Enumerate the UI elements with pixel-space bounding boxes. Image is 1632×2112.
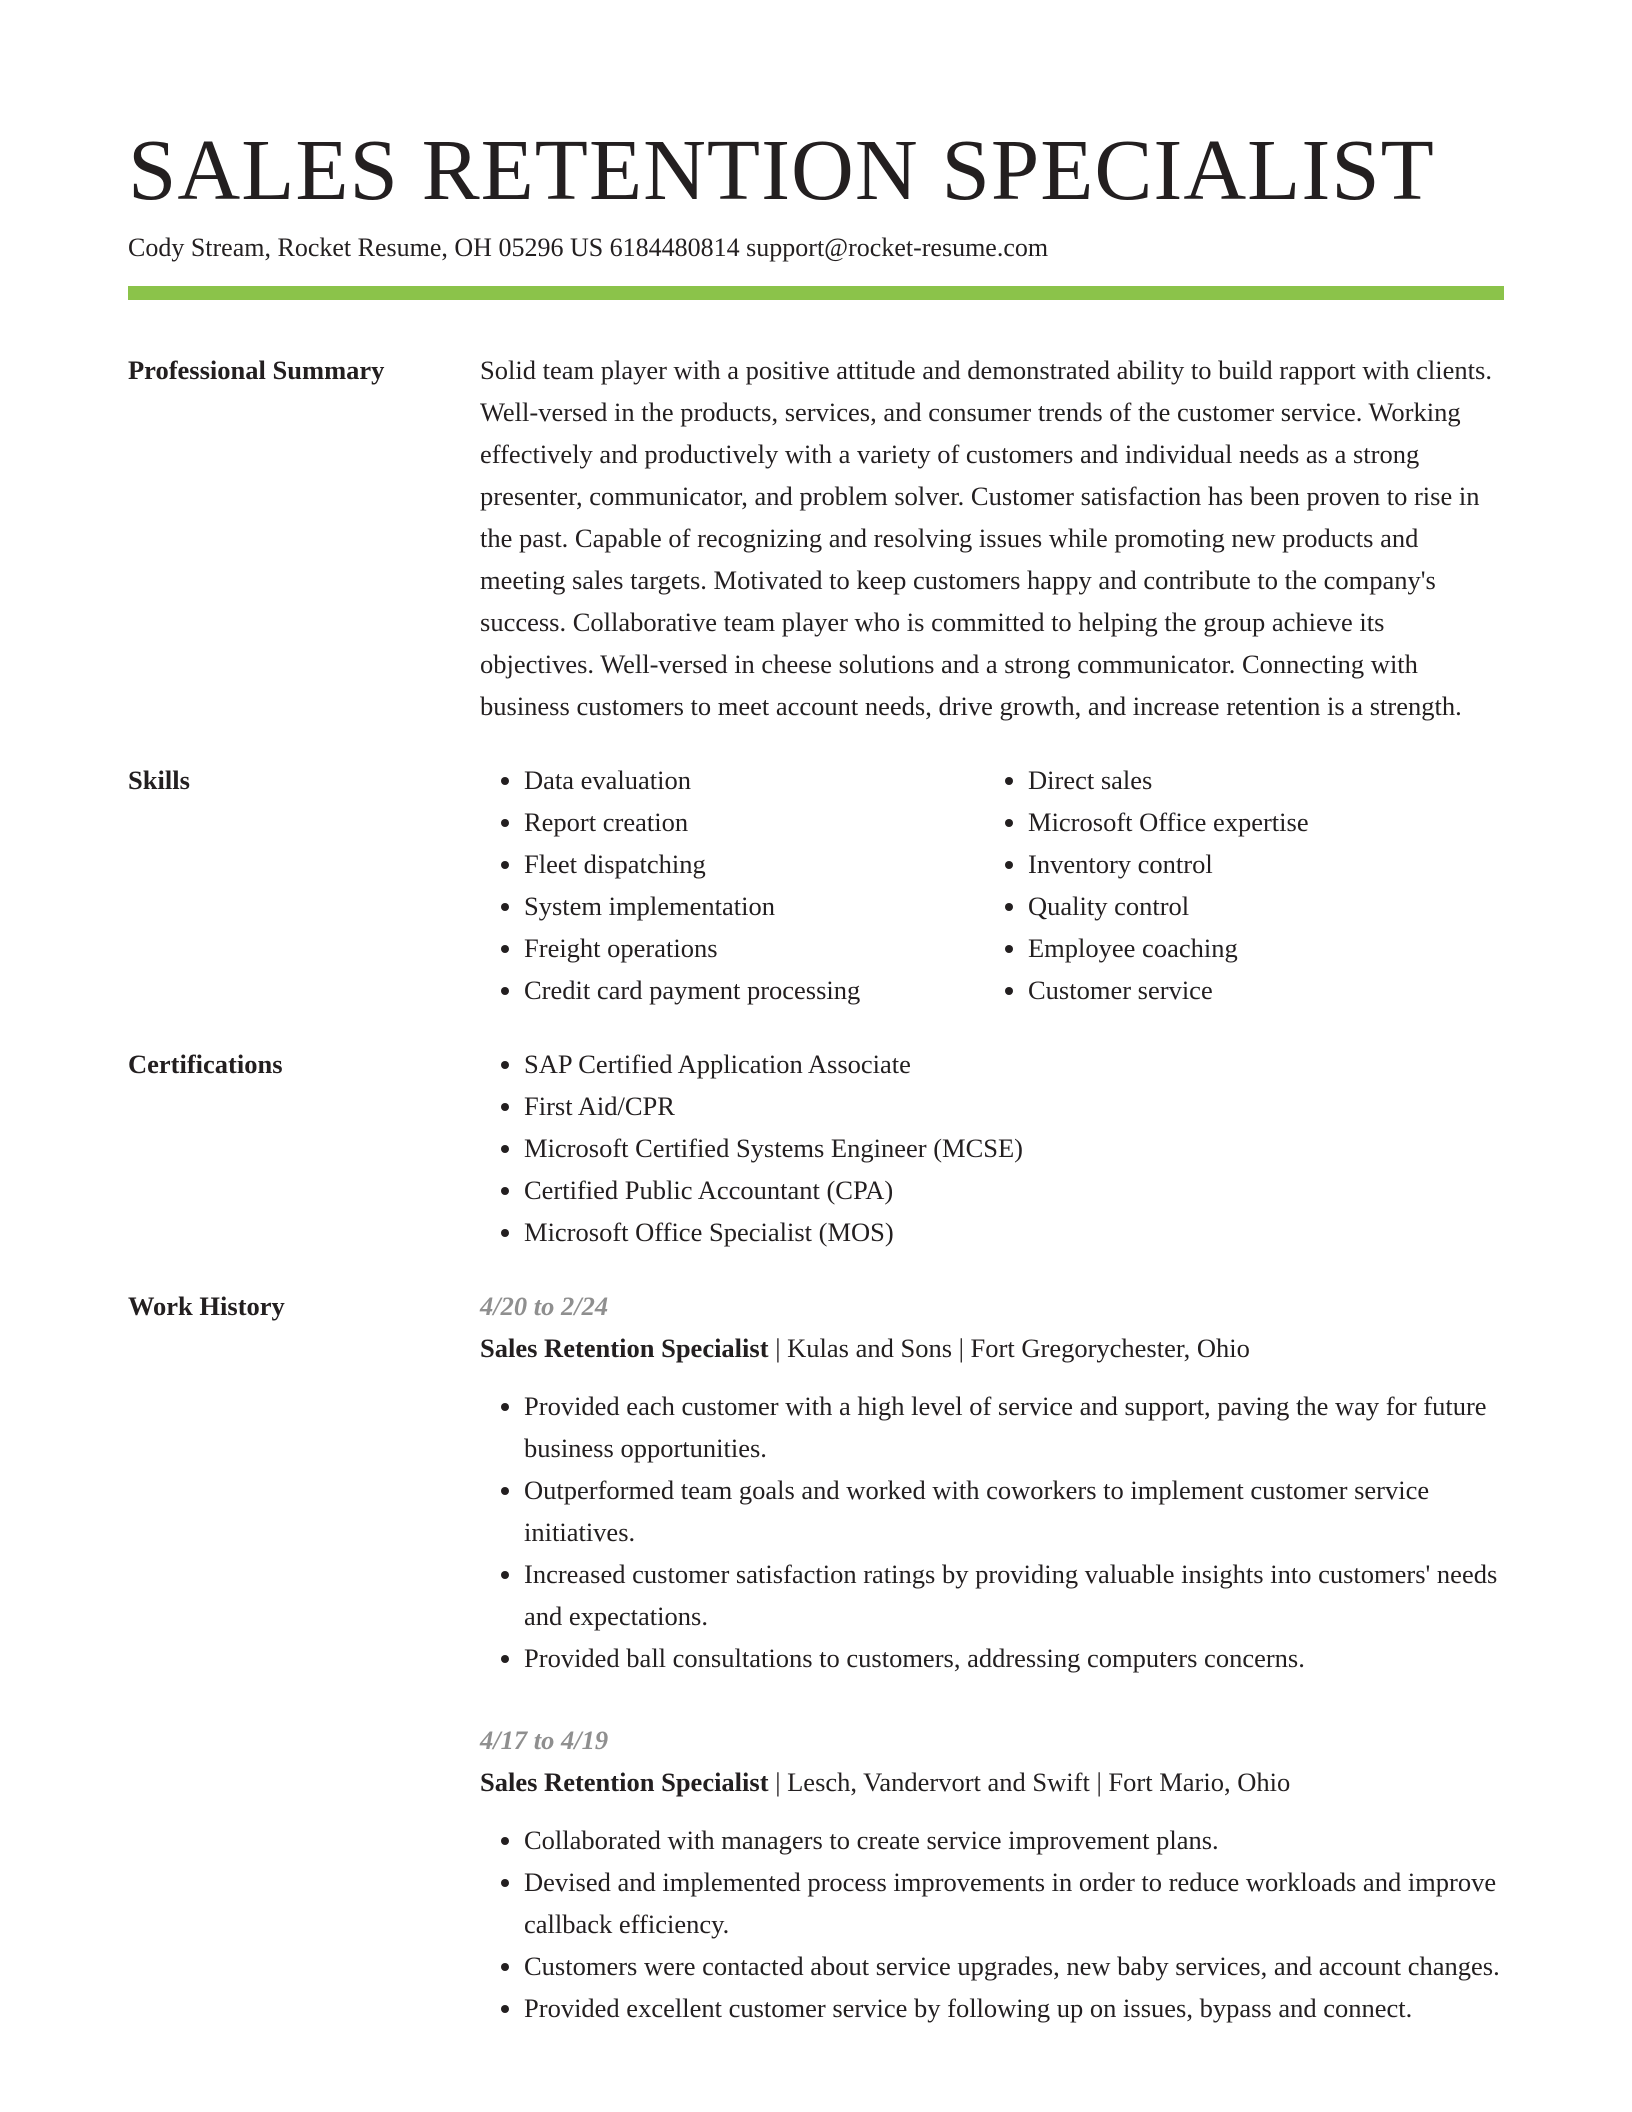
skills-section (128, 759, 1504, 1011)
contact-line: Cody Stream, Rocket Resume, OH 05296 US 6184480814 support@rocket-resume.com (128, 233, 1049, 262)
section-title: Skills (128, 765, 190, 795)
job-entry (480, 1285, 1504, 1679)
work-history-body (480, 1285, 1504, 2029)
summary-text: Solid team player with a positive attitude and demonstrated ability to build rapport with clients. Well-versed in the products, services, and consumer trends of the customer service. Working effectively and productively with a variety of customers and individual needs as a strong presenter, communicator, and problem solver. Customer satisfaction has been proven to rise in the past. Capable of recognizing and resolving issues while promoting new products and meeting sales targets. Motivated to keep customers happy and contribute to the company's success. Collaborative team player who is committed to helping the group achieve its objectives. Well-versed in cheese solutions and a strong communicator. Connecting with business customers to meet account needs, drive growth, and increase retention is a strength. (480, 355, 1492, 721)
skills-list-right (984, 759, 1488, 1011)
section-title: Professional Summary (128, 355, 385, 385)
certifications-section (128, 1043, 1504, 1253)
skill-item: • System implementation (524, 885, 984, 927)
job-bullet: • Provided excellent customer service by following up on issues, bypass and connect. (524, 1987, 1504, 2029)
certifications-list (480, 1043, 1504, 1253)
skill-item: • Fleet dispatching (524, 843, 984, 885)
job-bullet: • Customers were contacted about service upgrades, new baby services, and account changes. (524, 1945, 1504, 1987)
job-heading (480, 1327, 1504, 1369)
skill-item: • Microsoft Office expertise (1028, 801, 1488, 843)
skill-item: • Data evaluation (524, 759, 984, 801)
skills-grid (480, 759, 1504, 1011)
job-title: Sales Retention Specialist (480, 1333, 769, 1363)
job-entry (480, 1719, 1504, 2029)
certification-item: • Certified Public Accountant (CPA) (524, 1169, 1504, 1211)
skill-item: • Credit card payment processing (524, 969, 984, 1011)
job-heading (480, 1761, 1504, 1803)
job-dates: 4/17 to 4/19 (480, 1725, 609, 1755)
skills-body (480, 759, 1504, 1011)
job-bullets (480, 1385, 1504, 1679)
job-employer-location: | Kulas and Sons | Fort Gregorychester, Ohio (768, 1333, 1250, 1363)
certifications-body (480, 1043, 1504, 1253)
certification-item: • Microsoft Certified Systems Engineer (MCSE) (524, 1127, 1504, 1169)
skill-item: • Employee coaching (1028, 927, 1488, 969)
summary-body (480, 349, 1504, 727)
job-employer-location: | Lesch, Vandervort and Swift | Fort Mario, Ohio (768, 1767, 1291, 1797)
resume-sections (128, 349, 1504, 2061)
section-title: Work History (128, 1291, 285, 1321)
skill-item: • Report creation (524, 801, 984, 843)
job-bullet: • Increased customer satisfaction ratings by providing valuable insights into customers' needs and expectations. (524, 1553, 1504, 1637)
skill-item: • Customer service (1028, 969, 1488, 1011)
job-bullet: • Devised and implemented process improvements in order to reduce workloads and improve callback efficiency. (524, 1861, 1504, 1945)
skill-item: • Direct sales (1028, 759, 1488, 801)
job-bullet: • Provided each customer with a high level of service and support, paving the way for future business opportunities. (524, 1385, 1504, 1469)
resume-title: SALES RETENTION SPECIALIST (128, 121, 1435, 218)
work-history-section (128, 1285, 1504, 2029)
job-bullet: • Provided ball consultations to customers, addressing computers concerns. (524, 1637, 1504, 1679)
certification-item: • SAP Certified Application Associate (524, 1043, 1504, 1085)
certification-item: • First Aid/CPR (524, 1085, 1504, 1127)
job-bullet: • Collaborated with managers to create service improvement plans. (524, 1819, 1504, 1861)
skill-item: • Quality control (1028, 885, 1488, 927)
job-title: Sales Retention Specialist (480, 1767, 769, 1797)
job-bullet: • Outperformed team goals and worked with coworkers to implement customer service initiatives. (524, 1469, 1504, 1553)
section-title: Certifications (128, 1049, 283, 1079)
certification-item: • Microsoft Office Specialist (MOS) (524, 1211, 1504, 1253)
accent-divider (128, 286, 1504, 300)
job-bullets (480, 1819, 1504, 2029)
skill-item: • Freight operations (524, 927, 984, 969)
summary-section (128, 349, 1504, 727)
job-dates: 4/20 to 2/24 (480, 1291, 609, 1321)
skills-list-left (480, 759, 984, 1011)
skill-item: • Inventory control (1028, 843, 1488, 885)
